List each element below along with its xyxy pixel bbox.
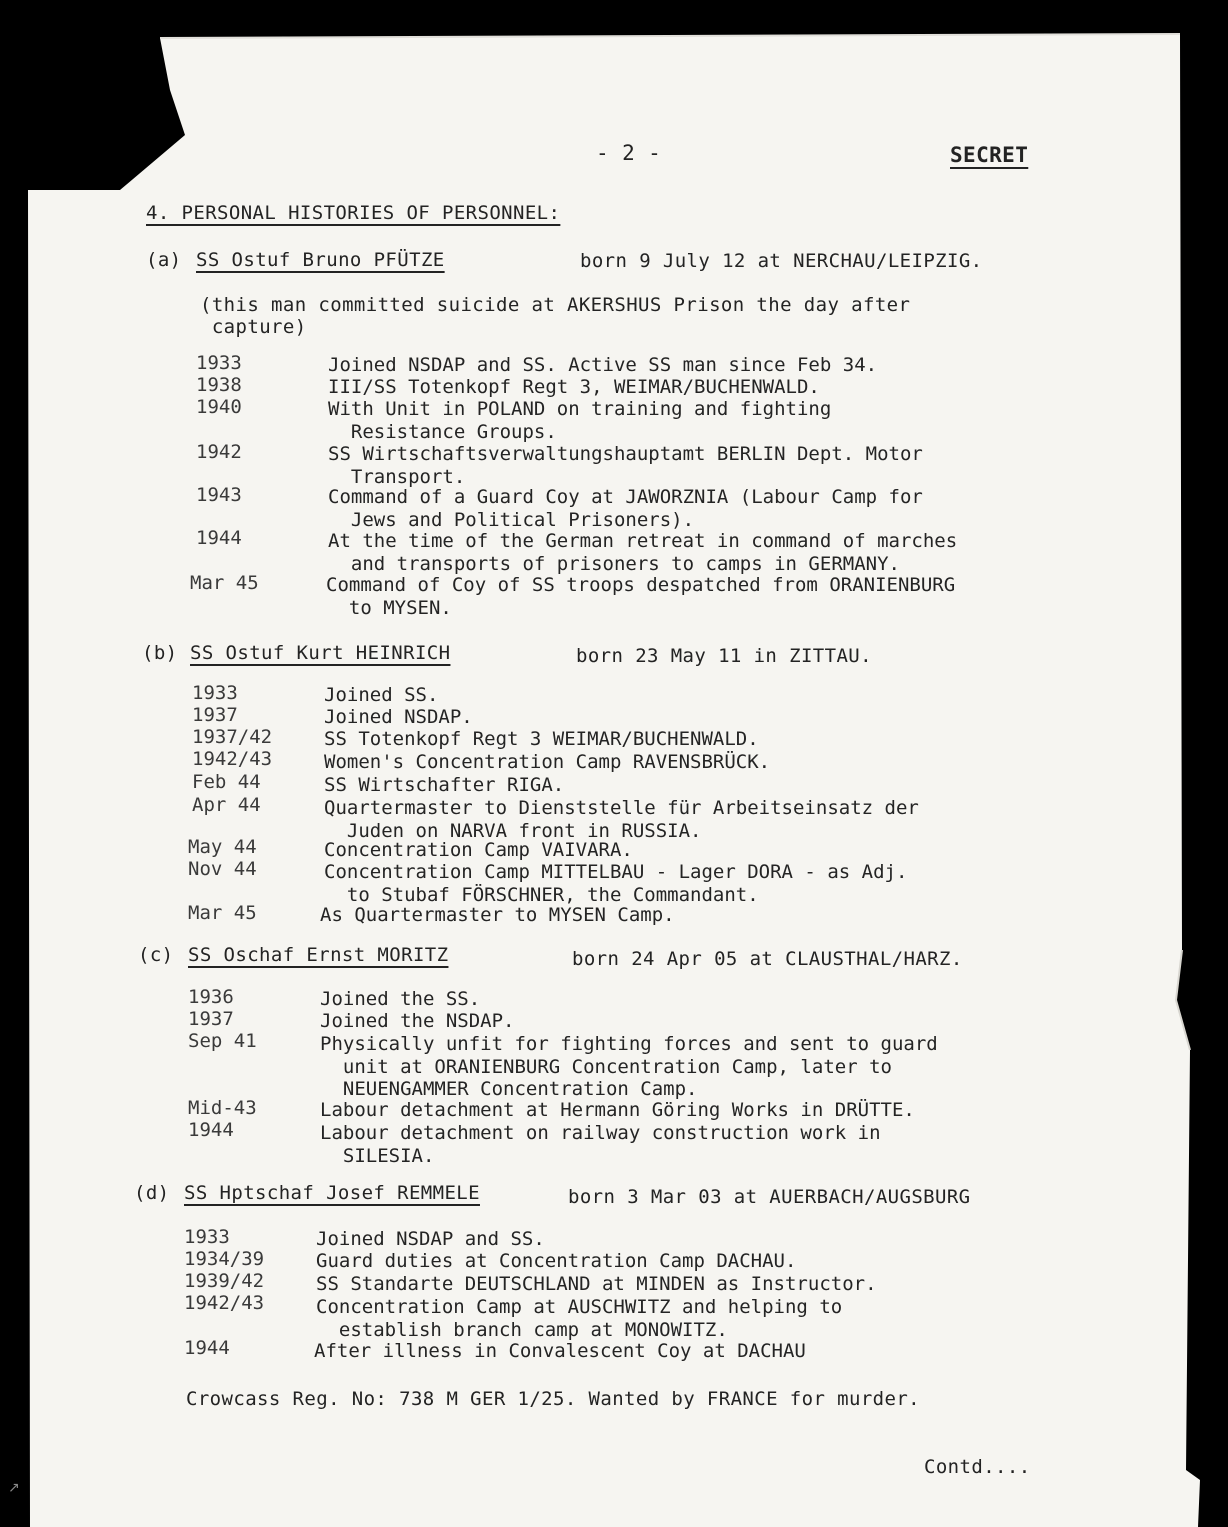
person-label: (d) [134, 1182, 170, 1204]
corner-mark: ↗ [8, 1480, 20, 1496]
event-year: 1937/42 [192, 726, 273, 748]
event-year: 1936 [188, 986, 234, 1008]
event-text: SS Wirtschafter RIGA. [324, 774, 565, 796]
event-year: Mar 45 [190, 572, 259, 594]
event-year: Feb 44 [192, 771, 261, 793]
event-text: Concentration Camp MITTELBAU - Lager DORA - as Adj. to Stubaf FÖRSCHNER, the Commandant. [324, 861, 908, 906]
event-year: 1933 [184, 1226, 230, 1248]
event-year: Mar 45 [188, 902, 257, 924]
event-year: 1944 [196, 527, 242, 549]
event-text: Labour detachment at Hermann Göring Works in DRÜTTE. [320, 1099, 915, 1121]
person-label: (a) [146, 249, 182, 271]
event-text: Women's Concentration Camp RAVENSBRÜCK. [324, 751, 771, 773]
event-year: 1942/43 [184, 1292, 265, 1314]
person-name: SS Hptschaf Josef REMMELE [184, 1182, 480, 1204]
event-year: Mid-43 [188, 1097, 257, 1119]
person-birth: born 23 May 11 in ZITTAU. [576, 645, 872, 667]
event-text: Guard duties at Concentration Camp DACHAU. [316, 1250, 797, 1272]
event-text: Joined the NSDAP. [320, 1010, 515, 1032]
person-birth: born 3 Mar 03 at AUERBACH/AUGSBURG [568, 1186, 971, 1208]
event-text: Quartermaster to Dienststelle für Arbeitseinsatz der Juden on NARVA front in RUSSIA. [324, 797, 919, 842]
event-text: SS Totenkopf Regt 3 WEIMAR/BUCHENWALD. [324, 728, 759, 750]
event-text: With Unit in POLAND on training and fighting Resistance Groups. [328, 398, 832, 443]
person-birth: born 24 Apr 05 at CLAUSTHAL/HARZ. [572, 948, 963, 970]
event-text: SS Wirtschaftsverwaltungshauptamt BERLIN Dept. Motor Transport. [328, 443, 923, 488]
event-text: Command of Coy of SS troops despatched from ORANIENBURG to MYSEN. [326, 574, 956, 619]
event-year: 1934/39 [184, 1248, 265, 1270]
event-text: At the time of the German retreat in command of marches and transports of prisoners to camps in GERMANY. [328, 530, 958, 575]
event-text: Concentration Camp VAIVARA. [324, 839, 633, 861]
event-text: Joined the SS. [320, 988, 481, 1010]
event-year: 1933 [196, 352, 242, 374]
event-text: Labour detachment on railway construction work in SILESIA. [320, 1122, 881, 1167]
event-text: Joined NSDAP and SS. [316, 1228, 545, 1250]
event-year: 1943 [196, 484, 242, 506]
person-name: SS Ostuf Kurt HEINRICH [190, 642, 451, 664]
event-year: 1944 [188, 1119, 234, 1141]
event-year: 1938 [196, 374, 242, 396]
classification-stamp: SECRET [950, 143, 1029, 167]
event-text: After illness in Convalescent Coy at DACHAU [314, 1340, 806, 1362]
event-year: 1933 [192, 682, 238, 704]
person-label: (c) [138, 944, 174, 966]
event-text: Command of a Guard Coy at JAWORZNIA (Labour Camp for Jews and Political Prisoners). [328, 486, 923, 531]
event-year: 1942/43 [192, 748, 273, 770]
continued-marker: Contd.... [924, 1456, 1031, 1478]
event-year: 1944 [184, 1337, 230, 1359]
person-note: (this man committed suicide at AKERSHUS Prison the day after capture) [200, 294, 911, 338]
event-text: III/SS Totenkopf Regt 3, WEIMAR/BUCHENWALD. [328, 376, 820, 398]
event-year: Nov 44 [188, 858, 257, 880]
event-text: Joined SS. [324, 684, 439, 706]
event-text: SS Standarte DEUTSCHLAND at MINDEN as Instructor. [316, 1273, 877, 1295]
page-number: - 2 - [596, 141, 662, 165]
event-text: Joined NSDAP. [324, 706, 473, 728]
event-year: 1939/42 [184, 1270, 265, 1292]
event-year: Sep 41 [188, 1030, 257, 1052]
event-text: Joined NSDAP and SS. Active SS man since Feb 34. [328, 354, 878, 376]
section-title: 4. PERSONAL HISTORIES OF PERSONNEL: [146, 202, 561, 224]
event-text: Physically unfit for fighting forces and sent to guard unit at ORANIENBURG Concentration Camp, later to NEUENGAMMER Concentration Camp. [320, 1033, 938, 1100]
event-year: 1942 [196, 441, 242, 463]
event-text: Concentration Camp at AUSCHWITZ and helping to establish branch camp at MONOWITZ. [316, 1296, 843, 1341]
event-year: May 44 [188, 836, 257, 858]
person-name: SS Oschaf Ernst MORITZ [188, 944, 449, 966]
crowcass-note: Crowcass Reg. No: 738 M GER 1/25. Wanted by FRANCE for murder. [186, 1388, 921, 1410]
event-year: Apr 44 [192, 794, 261, 816]
event-year: 1937 [188, 1008, 234, 1030]
person-name: SS Ostuf Bruno PFÜTZE [196, 249, 445, 271]
event-year: 1937 [192, 704, 238, 726]
person-label: (b) [142, 642, 178, 664]
event-year: 1940 [196, 396, 242, 418]
person-birth: born 9 July 12 at NERCHAU/LEIPZIG. [580, 250, 983, 272]
event-text: As Quartermaster to MYSEN Camp. [320, 904, 675, 926]
